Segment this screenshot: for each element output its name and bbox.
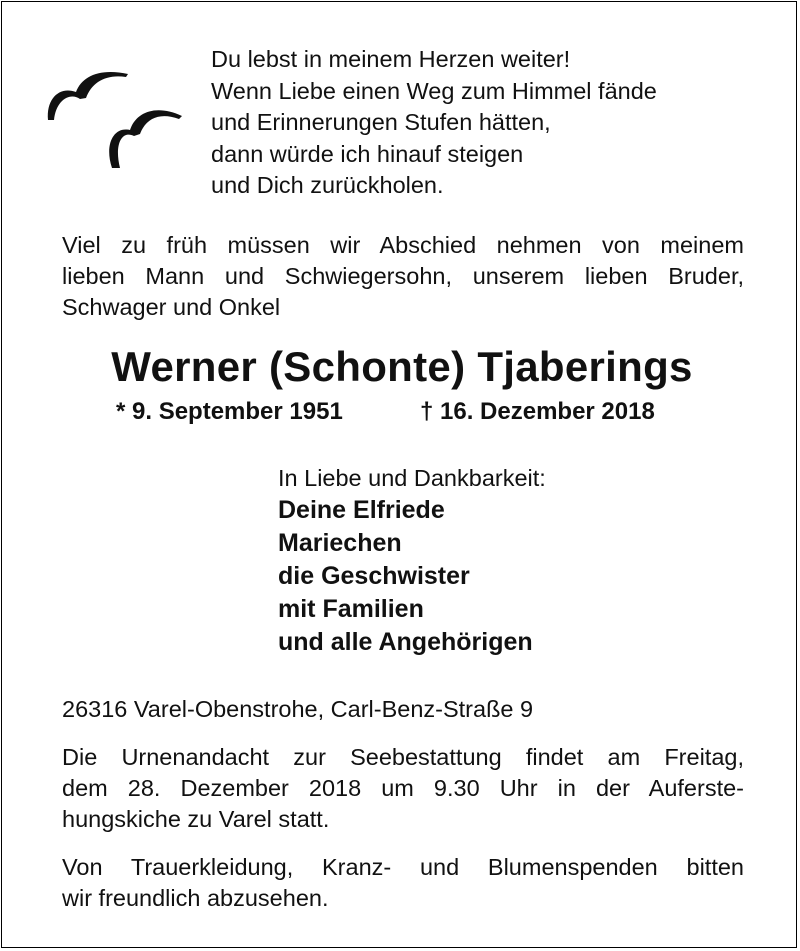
survivor-name: Mariechen (278, 529, 402, 557)
poem-line: Du lebst in meinem Herzen weiter! (211, 46, 571, 72)
ceremony-line: Die Urnenandacht zur Seebestattung findet am Freitag, (62, 744, 744, 770)
seagulls-icon (36, 58, 196, 174)
survivor-name: und alle Angehörigen (278, 628, 533, 656)
request-line: Von Trauerkleidung, Kranz- und Blumenspenden bitten (62, 854, 744, 880)
birth-date: * 9. September 1951 (116, 398, 343, 425)
condolence-request (62, 852, 744, 914)
ceremony-line: dem 28. Dezember 2018 um 9.30 Uhr in der Auferste- (62, 775, 744, 801)
survivors-list (278, 494, 533, 659)
intro-line: Schwager und Onkel (62, 294, 281, 320)
ceremony-notice (62, 742, 744, 835)
poem-line: dann würde ich hinauf steigen (211, 140, 524, 167)
survivor-name: mit Familien (278, 595, 424, 623)
intro-line: Viel zu früh müssen wir Abschied nehmen von meinem (62, 232, 744, 258)
intro-line: lieben Mann und Schwiegersohn, unserem lieben Bruder, (62, 263, 744, 289)
intro-text (62, 230, 744, 323)
ceremony-line: hungskiche zu Varel statt. (62, 806, 330, 832)
request-line: wir freundlich abzusehen. (62, 885, 329, 911)
deceased-name: Werner (Schonte) Tjaberings (111, 343, 693, 390)
thanks-line: In Liebe und Dankbarkeit: (278, 465, 546, 491)
obituary-frame (1, 1, 797, 948)
poem-line: und Dich zurückholen. (211, 172, 444, 198)
survivor-name: die Geschwister (278, 562, 470, 590)
death-date: † 16. Dezember 2018 (420, 398, 655, 425)
poem-line: und Erinnerungen Stufen hätten, (211, 109, 551, 135)
poem-line: Wenn Liebe einen Weg zum Himmel fände (211, 77, 657, 104)
poem-lines (211, 44, 657, 202)
survivor-name: Deine Elfriede (278, 496, 445, 524)
address-line: 26316 Varel-Obenstrohe, Carl-Benz-Straße 9 (62, 696, 534, 722)
